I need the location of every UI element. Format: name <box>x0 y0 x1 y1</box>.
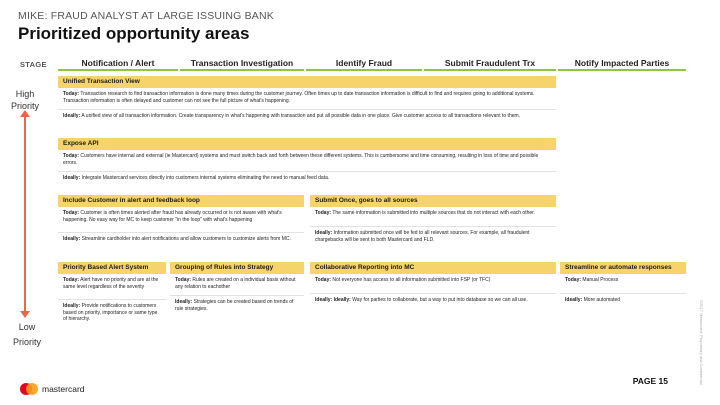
page-title: Prioritized opportunity areas <box>18 24 250 43</box>
box-collaborative-reporting <box>310 262 556 316</box>
box-ideally: Ideally: More automated <box>565 297 621 303</box>
stage-label: STAGE <box>20 60 47 69</box>
stage-transaction-investigation: Transaction Investigation <box>180 57 304 71</box>
box-today: Today: The same information is submitted into multiple sources that do not interact with each other. <box>310 207 556 227</box>
box-today: Today: Not everyone has access to all information submitted into FSP (or TFC) <box>310 274 556 294</box>
box-title: Unified Transaction View <box>58 76 556 88</box>
box-today: Today: Manual Process <box>560 274 686 294</box>
box-streamline-responses <box>560 262 686 314</box>
mastercard-logo-icon <box>20 383 38 395</box>
box-today: Today: Customers have internal and external (ie Mastercard) systems and must switch back and forth between these different systems. This is cumbersome and time consuming, resulting in loss of time and possible errors. <box>58 150 556 172</box>
box-today: Today: Customer is often times alerted after fraud has already occurred or is not aware with what's happening. No easy way for MC to keep customer "in the loop" with what's happening <box>58 207 304 233</box>
box-ideally: Ideally: Integrate Mastercard services directly into customers internal systems eliminating the need to manual feed data. <box>63 175 330 181</box>
stage-submit-fraudulent-trx: Submit Fraudulent Trx <box>424 57 556 71</box>
box-title: Grouping of Rules into Strategy <box>170 262 304 274</box>
box-title: Streamline or automate responses <box>560 262 686 274</box>
box-priority-alert-system <box>58 262 166 330</box>
box-unified-transaction-view <box>58 76 556 132</box>
box-today: Today: Alert have no priority and are at the same level regardless of the severity <box>58 274 166 300</box>
box-ideally: Ideally: Streamline cardholder into alert notifications and allow customers to customize alerts from MC. <box>63 236 291 242</box>
box-ideally: Ideally: Strategies can be created based on trends of rule strategies. <box>175 299 294 312</box>
stage-notify-impacted-parties: Notify Impacted Parties <box>558 57 686 71</box>
box-ideally: Ideally: Ideally: Way for parties to collaborate, but a way to put into database so we can all use. <box>315 297 528 303</box>
arrow-down-icon <box>20 311 30 318</box>
box-grouping-of-rules <box>170 262 304 314</box>
page-number: PAGE 15 <box>632 376 668 386</box>
box-title: Expose API <box>58 138 556 150</box>
box-title: Collaborative Reporting into MC <box>310 262 556 274</box>
brand-name: mastercard <box>42 384 85 394</box>
copyright-notice: ©2017 Mastercard. Proprietary and Confidential. <box>699 300 704 386</box>
box-include-customer <box>58 195 304 253</box>
stage-notification-alert: Notification / Alert <box>58 57 178 71</box>
axis-low-priority: Low Priority <box>12 322 41 347</box>
box-ideally: Ideally: A unified view of all transaction information. Create transparency in what's happening with transaction and put all possible data in one place. Give customer access to all transactions relevant to them. <box>63 113 521 119</box>
box-today: Today: Transaction research to find transaction information is done many times during the customer journey. Often times up to date transaction information is difficult to find and requires going to additional systems. Transaction information is often delayed and customer can not see the full picture of what's happening. <box>58 88 556 110</box>
box-expose-api <box>58 138 556 186</box>
box-today: Today: Rules are created on a individual basis without any relation to eachother <box>170 274 304 296</box>
box-ideally: Ideally: Information submitted once will be fed to all relevant sources. For example, all fraudulent chargebacks will be sent to both Mastercard and FLD. <box>315 230 530 243</box>
box-title: Submit Once, goes to all sources <box>310 195 556 207</box>
stage-identify-fraud: Identify Fraud <box>306 57 422 71</box>
priority-axis-line <box>24 114 26 314</box>
box-title: Priority Based Alert System <box>58 262 166 274</box>
pre-title: MIKE: FRAUD ANALYST AT LARGE ISSUING BANK <box>18 10 274 22</box>
box-title: Include Customer in alert and feedback loop <box>58 195 304 207</box>
box-submit-once <box>310 195 556 247</box>
box-ideally: Ideally: Provide notifications to customers based on priority, importance or same type of hierarchy. <box>63 303 158 322</box>
axis-high-priority: High Priority <box>11 89 40 111</box>
